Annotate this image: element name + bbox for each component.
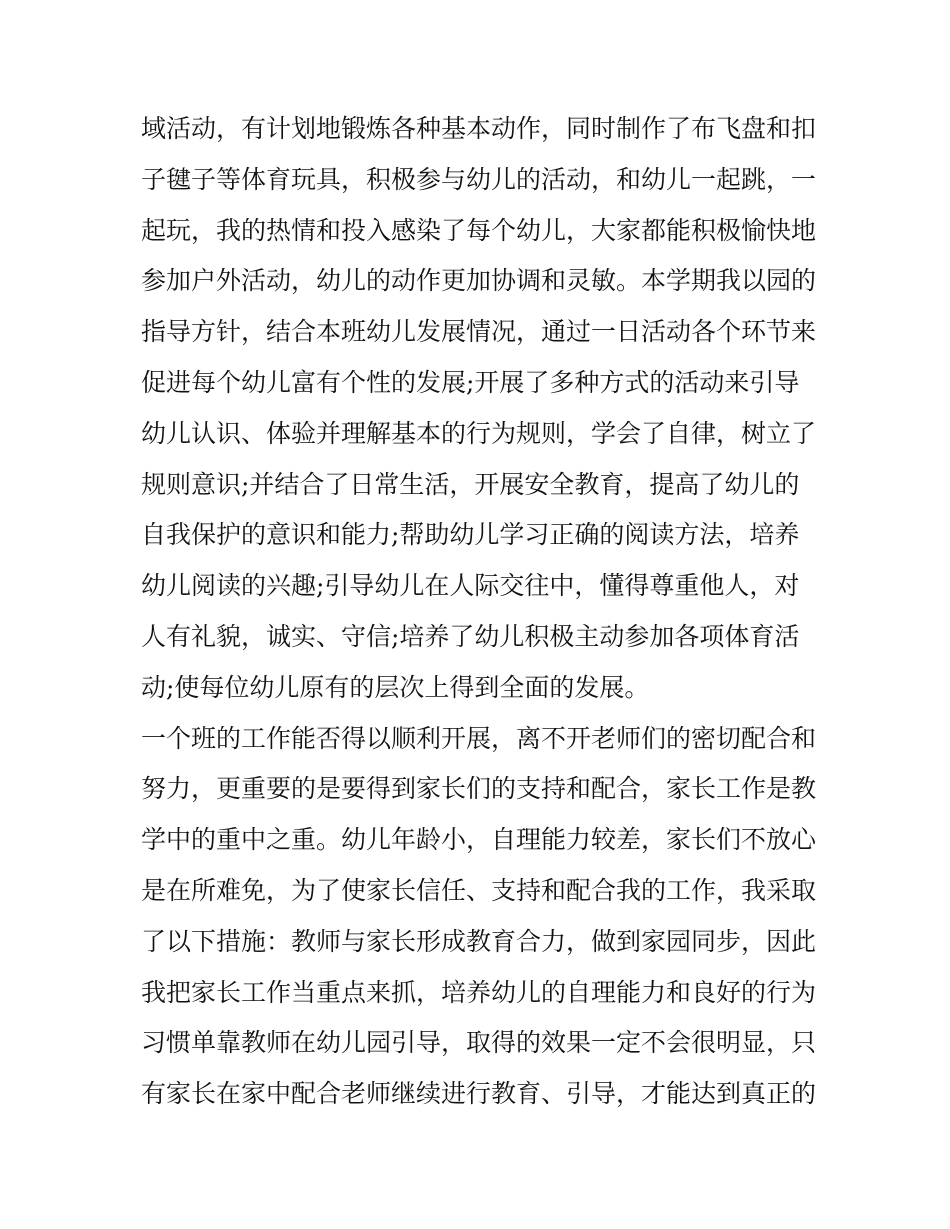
text-line: 是在所难免，为了使家长信任、支持和配合我的工作，我采取	[141, 875, 817, 905]
text-line: 努力，更重要的是要得到家长们的支持和配合，家长工作是教	[141, 774, 817, 804]
text-line: 指导方针，结合本班幼儿发展情况，通过一日活动各个环节来	[141, 317, 817, 347]
text-line: 人有礼貌，诚实、守信;培养了幼儿积极主动参加各项体育活	[141, 621, 800, 651]
text-line: 动;使每位幼儿原有的层次上得到全面的发展。	[141, 672, 650, 702]
text-line: 学中的重中之重。幼儿年龄小，自理能力较差，家长们不放心	[141, 825, 817, 855]
text-line: 习惯单靠教师在幼儿园引导，取得的效果一定不会很明显，只	[141, 1028, 817, 1058]
text-line: 起玩，我的热情和投入感染了每个幼儿，大家都能积极愉快地	[141, 215, 817, 245]
text-line: 参加户外活动，幼儿的动作更加协调和灵敏。本学期我以园的	[141, 266, 817, 296]
text-line: 促进每个幼儿富有个性的发展;开展了多种方式的活动来引导	[141, 367, 800, 397]
text-line: 幼儿阅读的兴趣;引导幼儿在人际交往中，懂得尊重他人，对	[141, 571, 800, 601]
text-line: 自我保护的意识和能力;帮助幼儿学习正确的阅读方法，培养	[141, 520, 800, 550]
text-line: 我把家长工作当重点来抓，培养幼儿的自理能力和良好的行为	[141, 977, 817, 1007]
text-line: 有家长在家中配合老师继续进行教育、引导，才能达到真正的	[141, 1079, 817, 1109]
body-text	[141, 104, 821, 1120]
text-line: 域活动，有计划地锻炼各种基本动作，同时制作了布飞盘和扣	[141, 114, 817, 143]
text-line: 规则意识;并结合了日常生活，开展安全教育，提高了幼儿的	[141, 469, 800, 499]
text-line: 子毽子等体育玩具，积极参与幼儿的活动，和幼儿一起跳，一	[141, 164, 817, 194]
text-line: 了以下措施：教师与家长形成教育合力，做到家园同步，因此	[141, 926, 817, 956]
text-line: 一个班的工作能否得以顺利开展，离不开老师们的密切配合和	[141, 723, 817, 753]
text-line: 幼儿认识、体验并理解基本的行为规则，学会了自律，树立了	[141, 418, 817, 448]
